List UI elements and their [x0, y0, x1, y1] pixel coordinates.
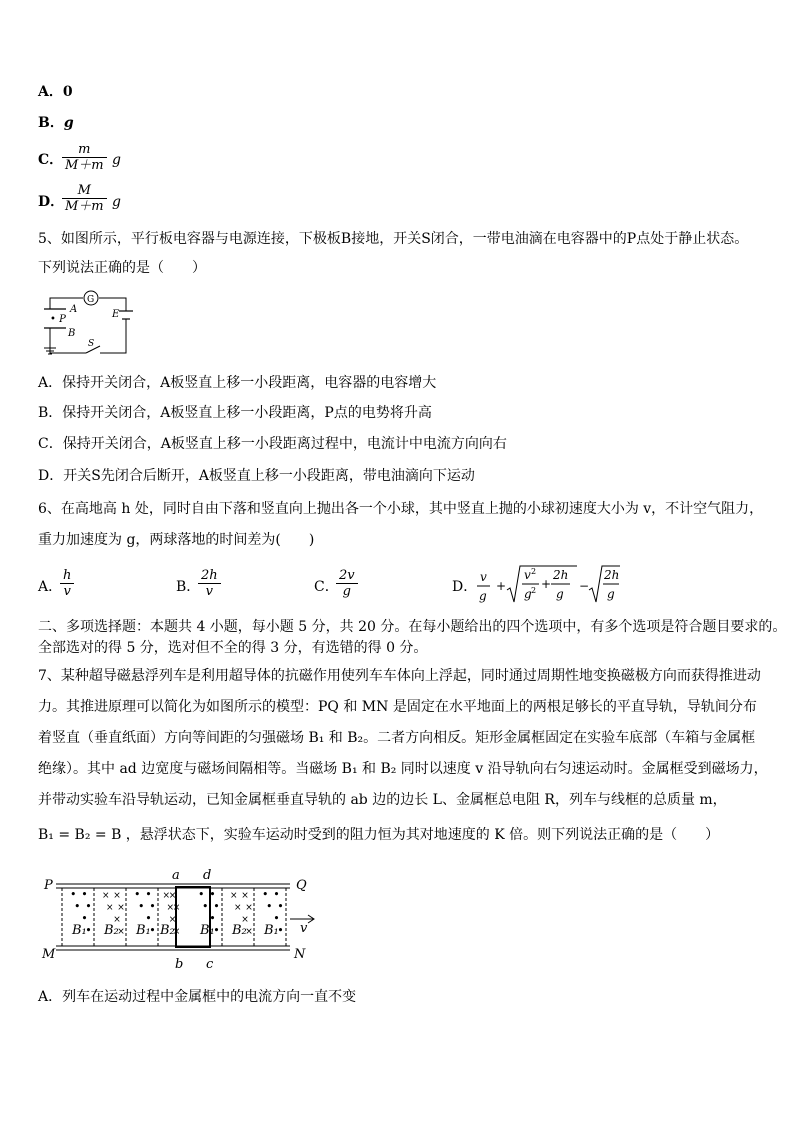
q4-option-d-denominator: M＋m: [62, 198, 107, 214]
svg-text:2: 2: [531, 586, 537, 595]
field-label-b2: B₂: [104, 923, 119, 938]
q4-option-c-denominator: M＋m: [62, 157, 107, 173]
field-in-cross: ×: [241, 915, 249, 925]
field-in-cross: ×: [117, 927, 125, 937]
q5-stem-line1: 5、如图所示，平行板电容器与电源连接，下极板B接地，开关S闭合，一带电油滴在电容器中的P点处于静止状态。: [38, 231, 749, 247]
q4-option-b-value: g: [63, 115, 74, 131]
q5-stem-line2: 下列说法正确的是（ ）: [38, 260, 206, 276]
field-out-dot: •: [202, 900, 209, 913]
field-out-dot: •: [81, 912, 88, 925]
q5-galvanometer-label: G: [87, 295, 95, 305]
field-out-dot: •: [145, 888, 152, 901]
q5-switch-s-label: S: [88, 339, 95, 349]
q4-option-d-tail: g: [112, 194, 121, 210]
field-out-dot: •: [81, 888, 88, 901]
q6-option-b-denominator: v: [198, 583, 221, 599]
field-out-dot: •: [134, 888, 141, 901]
field-label-b1: B₁: [136, 923, 151, 938]
q6-stem-line2: 重力加速度为 g，两球落地的时间差为( ): [38, 532, 315, 548]
svg-text:2h: 2h: [604, 568, 620, 582]
field-in-cross: ×: [172, 927, 181, 937]
q6-option-b-fraction: [198, 568, 221, 599]
q5-option-b: B．保持开关闭合，A板竖直上移一小段距离，P点的电势将升高: [38, 405, 432, 421]
q6-option-a-numerator: h: [63, 568, 72, 583]
field-out-dot: •: [273, 912, 280, 925]
q4-option-b-label: B．: [38, 115, 64, 131]
svg-text:2: 2: [531, 567, 537, 576]
q4-option-b: [38, 114, 74, 132]
q4-option-c-numerator: m: [78, 142, 91, 157]
q5-option-a: A．保持开关闭合，A板竖直上移一小段距离，电容器的电容增大: [38, 375, 437, 391]
q7-rail-label-n: N: [294, 947, 306, 962]
svg-text:v: v: [480, 570, 487, 584]
q7-option-a: A．列车在运动过程中金属框中的电流方向一直不变: [38, 989, 357, 1005]
q5-circuit-figure: [38, 286, 136, 356]
svg-text:2h: 2h: [553, 568, 569, 582]
svg-text:+: +: [541, 577, 552, 591]
field-in-cross: ×: [168, 891, 177, 901]
field-in-cross: ×: [172, 903, 181, 913]
field-out-dot: •: [85, 924, 92, 937]
field-in-cross: ×: [117, 903, 125, 913]
q7-stem-line2: 力。其推进原理可以简化为如图所示的模型：PQ 和 MN 是固定在水平地面上的两根足够长的平直导轨，导轨间分布: [38, 699, 757, 715]
q7-stem-line1: 7、某种超导磁悬浮列车是利用超导体的抗磁作用使列车车体向上浮起，同时通过周期性地变换磁极方向而获得推进动: [38, 668, 761, 684]
q5-option-c: C．保持开关闭合，A板竖直上移一小段距离过程中，电流计中电流方向向右: [38, 436, 507, 452]
q7-rail-label-p: P: [44, 878, 53, 893]
q7-rail-label-q: Q: [296, 878, 307, 893]
q4-option-c-label: C．: [38, 152, 64, 168]
q5-point-p-label: • P: [50, 314, 66, 325]
q6-option-d-formula: [474, 562, 624, 612]
q6-option-d-label: D．: [452, 579, 478, 595]
field-out-dot: •: [213, 924, 220, 937]
field-out-dot: •: [277, 924, 284, 937]
q5-option-d: D．开关S先闭合后断开，A板竖直上移一小段距离，带电油滴向下运动: [38, 468, 475, 484]
q6-stem-line1: 6、在高地高 h 处，同时自由下落和竖直向上抛出各一个小球，其中竖直上抛的小球初速度大小为 v，不计空气阻力，: [38, 501, 764, 517]
q6-option-a-fraction: [60, 568, 74, 599]
field-out-dot: •: [209, 912, 216, 925]
q4-option-d-label: D．: [38, 194, 65, 210]
q4-option-c-tail: g: [112, 152, 121, 168]
q7-frame-corner-c: c: [206, 957, 214, 972]
field-out-dot: •: [209, 888, 216, 901]
q7-rail-label-m: M: [42, 947, 56, 962]
field-label-b1: B₁: [200, 923, 215, 938]
field-in-cross: ×: [102, 891, 110, 901]
q4-option-c-fraction: [62, 142, 107, 173]
field-in-cross: ×: [168, 915, 177, 925]
section2-instructions-line1: 二、多项选择题：本题共 4 小题，每小题 5 分，共 20 分。在每小题给出的四个选项中，有多个选项是符合题目要求的。: [38, 619, 787, 635]
q6-option-c-numerator: 2v: [339, 568, 355, 583]
field-in-cross: ×: [106, 903, 114, 913]
field-out-dot: •: [74, 900, 81, 913]
q7-stem-line3: 着竖直（垂直纸面）方向等间距的匀强磁场 B₁ 和 B₂。二者方向相反。矩形金属框固定在实验车底部（车箱与金属框: [38, 730, 756, 746]
field-out-dot: •: [273, 888, 280, 901]
q5-source-e-label: E: [112, 309, 120, 320]
q7-stem-line4: 绝缘）。其中 ad 边宽度与磁场间隔相等。当磁场 B₁ 和 B₂ 同时以速度 v 沿导轨向右匀速运动时。金属框受到磁场力，: [38, 761, 768, 777]
field-in-cross: ×: [166, 903, 175, 913]
field-out-dot: •: [262, 888, 269, 901]
q6-option-b-label: B．: [176, 579, 201, 595]
q6-option-a-denominator: v: [60, 583, 74, 599]
field-out-dot: •: [266, 900, 273, 913]
q5-plate-a-label: A: [70, 304, 78, 315]
q6-option-c-fraction: [336, 568, 358, 599]
field-in-cross: ×: [113, 915, 121, 925]
field-label-b2: B₂: [160, 923, 175, 938]
field-in-cross: ×: [241, 891, 249, 901]
svg-text:g: g: [607, 587, 615, 601]
field-out-dot: •: [149, 900, 156, 913]
q7-velocity-label: v: [300, 921, 308, 936]
q5-plate-b-label: B: [68, 328, 76, 339]
q7-stem-line5: 并带动实验车沿导轨运动，已知金属框垂直导轨的 ab 边的边长 L、金属框总电阻 R，列车与线框的总质量 m，: [38, 792, 727, 808]
field-label-b2: B₂: [232, 923, 247, 938]
field-in-cross: ×: [234, 903, 242, 913]
svg-text:v: v: [524, 568, 531, 582]
q4-option-d-numerator: M: [77, 183, 91, 198]
svg-text:g: g: [479, 589, 487, 603]
field-out-dot: •: [149, 924, 156, 937]
q6-option-b-numerator: 2h: [201, 568, 218, 583]
q7-maglev-figure: [40, 862, 330, 972]
field-in-cross: ×: [113, 891, 121, 901]
svg-text:−: −: [579, 579, 590, 593]
q4-option-d-fraction: [62, 183, 107, 214]
q7-frame-corner-b: b: [175, 957, 184, 972]
field-in-cross: ×: [245, 903, 253, 913]
q7-stem-line6: B₁ = B₂ = B ，悬浮状态下，实验车运动时受到的阻力恒为其对地速度的 K 倍。则下列说法正确的是（ ）: [38, 827, 720, 843]
q6-option-c-denominator: g: [336, 583, 358, 599]
field-label-b1: B₁: [72, 923, 87, 938]
q7-frame-corner-d: d: [203, 868, 212, 883]
field-out-dot: •: [138, 900, 145, 913]
q6-option-a-label: A．: [38, 579, 63, 595]
section2-instructions-line2: 全部选对的得 5 分，选对但不全的得 3 分，有选错的得 0 分。: [38, 640, 428, 656]
field-out-dot: •: [145, 912, 152, 925]
field-out-dot: •: [213, 900, 220, 913]
field-out-dot: •: [70, 888, 77, 901]
field-out-dot: •: [198, 888, 205, 901]
field-out-dot: •: [85, 900, 92, 913]
svg-text:g: g: [556, 587, 564, 601]
field-in-cross: ×: [162, 891, 171, 901]
field-label-b1: B₁: [264, 923, 279, 938]
q7-frame-corner-a: a: [172, 868, 180, 883]
q4-option-a: A．0: [38, 84, 73, 100]
svg-text:+: +: [496, 579, 507, 593]
q6-option-c-label: C．: [314, 579, 339, 595]
field-out-dot: •: [277, 900, 284, 913]
svg-text:g: g: [524, 587, 532, 601]
field-in-cross: ×: [245, 927, 253, 937]
field-in-cross: ×: [230, 891, 238, 901]
